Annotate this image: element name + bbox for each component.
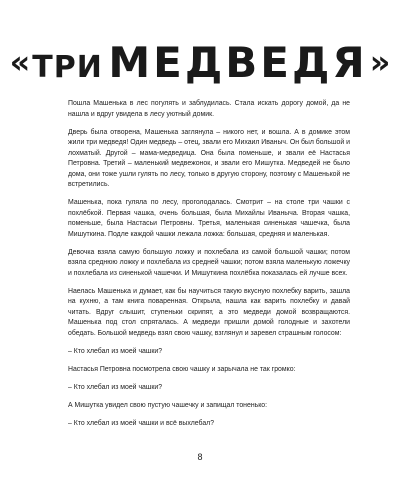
page-number: 8 — [197, 452, 203, 462]
dialogue-line: – Кто хлебал из моей чашки? — [68, 384, 163, 392]
title-quote-close: » — [369, 43, 391, 81]
paragraph: Машенька, пока гуляла по лесу, проголодалась. Смотрит – на столе три чашки с похлёбкой. Первая чашка, очень большая, была Михайлы Иваныча. Вторая чашка, поменьше, была Настасьи Петровны. Третья, маленькая синенькая чашечка, была Мишуткина. Подле каждой чашки лежала ложка: большая, средняя и маленькая. — [68, 199, 350, 238]
paragraph: Настасья Петровна посмотрела свою чашку и зарычала не так громко: — [68, 366, 296, 374]
paragraph: Дверь была отворена, Машенька заглянула – никого нет, и вошла. А в домике этом жили три медведя! Один медведь – отец, звали его Михаил Иваныч. Он был большой и лохматый. Другой – мама-медведица. Она была поменьше, и звали её Настасья Петровна. Третий – маленький медвежонок, и звали его Мишутка. Медведей не было дома, они тоже ушли гулять по лесу, только в другую сторону, поэтому с Машенькой не встретились. — [68, 128, 350, 189]
title-big-word: МЕДВЕДЯ — [108, 38, 368, 87]
story-text — [68, 99, 350, 437]
title-quote-open: « — [9, 43, 31, 81]
title-small-word: ТРИ — [32, 50, 103, 85]
paragraph: Пошла Машенька в лес погулять и заблудилась. Стала искать дорогу домой, да не нашла и вдруг увидела в лесу уютный домик. — [68, 100, 350, 118]
dialogue-line: – Кто хлебал из моей чашки и всё выхлебал? — [68, 420, 215, 428]
paragraph: Девочка взяла самую большую ложку и похлебала из самой большой чашки; потом взяла среднюю ложку и похлебала из средней чашки; потом взяла маленькую ложечку и похлебала из синенькой чашечки. И Мишуткина похлёбка показалась ей лучше всех. — [68, 248, 350, 277]
dialogue-line: – Кто хлебал из моей чашки? — [68, 347, 163, 355]
paragraph: А Мишутка увидел свою пустую чашечку и запищал тоненько: — [68, 402, 268, 410]
page-title — [0, 38, 400, 87]
paragraph: Наелась Машенька и думает, как бы научиться такую вкусную похлебку варить, зашла на кухню, а там книга поваренная. Открыла, нашла как варить похлебку и давай читать. Вдруг слышит, ступеньки скрипят, а это медведи домой возвращаются. Машенька под стол спряталась. А медведи пришли домой голодные и захотели обедать. Большой медведь взял свою чашку, взглянул и заревел страшным голосом: — [68, 287, 350, 337]
